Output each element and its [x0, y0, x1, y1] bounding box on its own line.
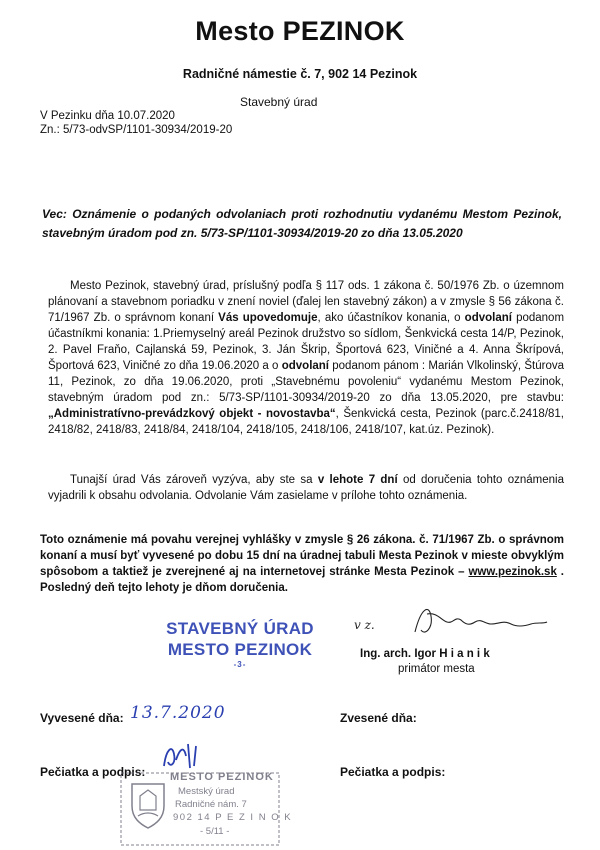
signer-name: Ing. arch. Igor H i a n i k — [360, 648, 490, 660]
signer-role: primátor mesta — [398, 663, 475, 675]
place-date: V Pezinku dňa 10.07.2020 — [40, 110, 175, 122]
signature-area — [352, 602, 552, 642]
body-paragraph-2 — [48, 472, 564, 504]
stamp-line: - 5/11 - — [200, 826, 230, 837]
handwritten-initials — [160, 740, 210, 772]
subject-line: Vec: Oznámenie o podaných odvolaniach proti rozhodnutiu vydanému Mestom Pezinok, stavebným úradom pod zn. 5/73-SP/1101-30934/2019-20 zo dňa 13.05.2020 — [42, 207, 562, 240]
bold-run: odvolaní — [464, 312, 512, 324]
text-run: Mesto Pezinok, stavebný úrad, príslušný podľa § 117 ods. 1 zákona č. 50/1976 Zb. o územnom plánovaní a stavebnom poriadku v znení noviel (ďalej len stavebný zákon) a v zmysle § 56 zákona č. 71/1967 Zb. o správnom konaní — [48, 280, 564, 324]
stamp-signature-label-right: Pečiatka a podpis: — [340, 765, 446, 779]
handwritten-signature — [407, 602, 552, 642]
stamp-line: MESTO PEZINOK — [170, 771, 274, 783]
office-name: Stavebný úrad — [240, 95, 318, 109]
stamp-line: STAVEBNÝ ÚRAD — [166, 619, 314, 638]
text-run: , Šenkvická cesta, Pezinok (parc.č.2418/81, 2418/82, 2418/83, 2418/84, 2418/104, 2418/105, 2418/106, 2418/107, kat.úz. Pezinok). — [48, 408, 565, 436]
stamp-line: Mestský úrad — [178, 786, 235, 797]
municipal-office-stamp — [118, 770, 293, 848]
stamp-line: 902 14 P E Z I N O K — [173, 812, 293, 823]
text-run: , ako účastníkov konania, o — [317, 312, 465, 324]
posted-date-handwritten: 13.7.2020 — [130, 703, 226, 723]
stamp-line: MESTO PEZINOK — [167, 640, 313, 659]
city-address: Radničné námestie č. 7, 902 14 Pezinok — [182, 67, 418, 81]
bold-run: Vás upovedomuje — [218, 312, 318, 324]
body-paragraph-1 — [48, 278, 564, 438]
text-run: Tunajší úrad Vás zároveň vyzýva, aby ste sa — [70, 474, 318, 486]
bold-run: v lehote 7 dní — [317, 474, 398, 486]
text-run: podanom účastníkmi konania: 1.Priemyselný areál Pezinok družstvo so sídlom, Šenkvická cesta 14/P, Pezinok, 2. Pavel Fraňo, Cajlanská 59, Pezinok, 3. Ján Škrip, Športová 623, Viničné a 4. Anna Škrípová, Športová 623, Viničné zo dňa 19.06.2020 a o — [48, 312, 565, 372]
text-run: Toto oznámenie má povahu verejnej vyhlášky v zmysle § 26 zákona. č. 71/1967 Zb. o správnom konaní a musí byť vyvesené po dobu 15 dní na úradnej tabuli Mesta Pezinok v mieste obvyklým spôsobom a taktiež je zverejnené aj na internetovej stránke Mesta Pezinok – — [40, 534, 564, 578]
stamp-line: Radničné nám. 7 — [175, 799, 247, 810]
website-link[interactable]: www.pezinok.sk — [468, 566, 557, 578]
text-run: . Posledný deň tejto lehoty je dňom doručenia. — [40, 566, 564, 594]
bold-run: „Administratívno-prevádzkový objekt - novostavba“ — [48, 408, 336, 420]
bold-run: odvolaní — [281, 360, 329, 372]
removed-date-label: Zvesené dňa: — [340, 711, 417, 725]
posted-date-label: Vyvesené dňa: — [40, 711, 124, 725]
city-title: Mesto PEZINOK — [195, 16, 405, 46]
reference-number: Zn.: 5/73-odvSP/1101-30934/2019-20 — [40, 124, 233, 136]
stamp-number: -3- — [233, 660, 247, 669]
public-notice-paragraph — [40, 532, 564, 596]
signature-prefix: v z. — [354, 618, 375, 632]
stamp-signature-label-left: Pečiatka a podpis: — [40, 765, 146, 779]
text-run: podanom pánom : Marián Vlkolinský, Štúrova 11, Pezinok, zo dňa 19.06.2020, proti „Stavebnému povoleniu“ vydanému Mestom Pezinok, stavebným úradom pod zn.: 5/73-SP/1101-30934/2019-20 zo dňa 13.05.2020, pre stavbu: — [48, 360, 564, 404]
coat-of-arms-icon — [128, 780, 168, 830]
office-stamp-blue — [155, 618, 325, 670]
text-run: od doručenia tohto oznámenia vyjadrili k obsahu odvolania. Odvolanie Vám zasielame v prílohe tohto oznámenia. — [48, 474, 564, 502]
